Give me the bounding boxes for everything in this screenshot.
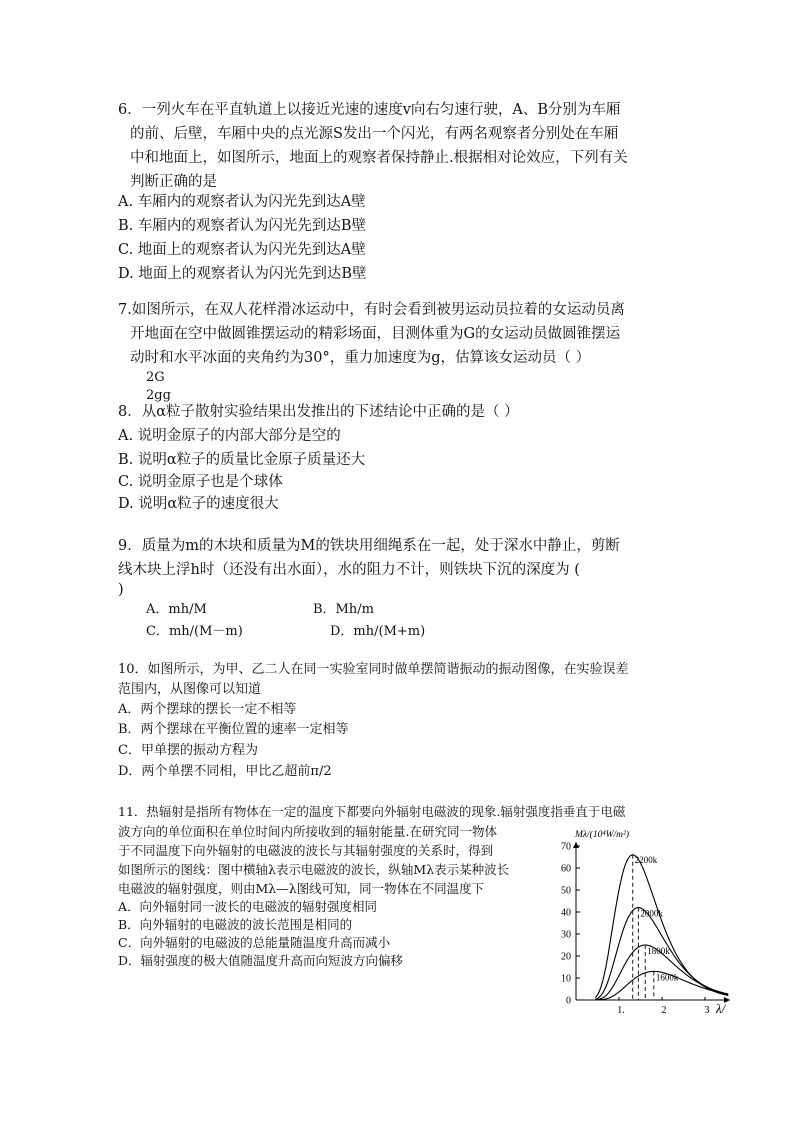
chart-y-tick-label: 40 [561,907,571,919]
q11-stem-line-4: 如图所示的图线：图中横轴λ表示电磁波的波长，纵轴Mλ表示某种波长 [118,862,510,877]
q9-stem-line-2: 线木块上浮h时（还没有出水面），水的阻力不计，则铁块下沉的深度为 ( [118,562,580,578]
q7-fragment-1: 2G [146,370,165,385]
q8-option-b: B. 说明α粒子的质量比金原子质量还大 [118,452,366,468]
q9-stem-line-1: 9．质量为m的木块和质量为M的铁块用细绳系在一起，处于深水中静止，剪断 [118,538,620,554]
q6-option-c: C. 地面上的观察者认为闪光先到达A壁 [118,242,366,258]
chart-y-tick-label: 20 [561,951,571,963]
q9-option-a: A．mh/M [146,602,207,617]
q6-option-a: A. 车厢内的观察者认为闪光先到达A壁 [118,194,366,210]
q10-option-b: B．两个摆球在平衡位置的速率一定相等 [118,722,349,737]
q11-stem-line-1: 11．热辐射是指所有物体在一定的温度下都要向外辐射电磁波的现象.辐射强度指垂直于电磁 [118,804,626,819]
q9-option-c: C．mh/(M－m) [146,624,243,639]
q11-option-b: B．向外辐射的电磁波的波长范围是相同的 [118,917,353,932]
chart-series-label-1600k: 1600k [655,972,679,983]
q9-option-b: B．Mh/m [313,602,374,617]
chart-series-label-2000k: 2000k [640,908,663,919]
q7-stem-line-1: 7.如图所示，在双人花样滑冰运动中，有时会看到被男运动员拉着的女运动员离 [118,302,625,318]
q7-fragment-2: 2gg [146,388,171,403]
chart-series-label-2200k: 2200k [634,854,658,865]
q10-stem-line-2: 范围内，从图像可以知道 [118,682,262,697]
q9-option-d: D．mh/(M+m) [330,624,426,639]
q6-stem-line-4: 判断正确的是 [130,174,217,190]
chart-x-tick-label: 1. [617,1005,625,1016]
chart-series-label-1800k: 1800k [647,946,670,956]
q11-stem-line-5: 电磁波的辐射强度，则由Mλ—λ图线可知，同一物体在不同温度下 [118,881,485,896]
q6-option-b: B. 车厢内的观察者认为闪光先到达B壁 [118,218,367,234]
q11-option-d: D．辐射强度的极大值随温度升高而向短波方向偏移 [118,953,404,968]
q10-option-c: C．甲单摆的振动方程为 [118,743,258,758]
radiation-intensity-chart [548,822,744,1032]
q6-stem-line-1: 6．一列火车在平直轨道上以接近光速的速度v向右匀速行驶，A、B分别为车厢 [118,102,621,118]
chart-y-tick-label: 50 [561,885,571,897]
q6-stem-line-2: 的前、后壁，车厢中央的点光源S发出一个闪光，有两名观察者分别处在车厢 [130,126,619,142]
chart-y-tick-label: 30 [561,929,571,941]
chart-x-tick-label: 3 [704,1005,710,1016]
chart-y-tick-label: 60 [561,863,571,875]
chart-y-tick-label: 70 [561,841,571,853]
q11-stem-line-2: 波方向的单位面积在单位时间内所接收到的辐射能量.在研究同一物体 [118,824,497,839]
q8-stem: 8．从α粒子散射实验结果出发推出的下述结论中正确的是（ ） [118,404,519,420]
chart-x-tick-label: 2 [661,1005,667,1016]
chart-ylabel: Mλ/(10⁴W/m²) [575,830,630,840]
q8-option-c: C. 说明金原子也是个球体 [118,474,283,490]
chart-y-tick-label: 10 [561,973,571,985]
q8-option-d: D. 说明α粒子的速度很大 [118,496,279,512]
q7-stem-line-3: 动时和水平冰面的夹角约为30°，重力加速度为g，估算该女运动员（ ） [130,350,591,366]
chart-xlabel: λ/ [716,1001,726,1016]
q9-stem-line-3: ) [118,582,124,598]
q11-option-c: C．向外辐射的电磁波的总能量随温度升高而减小 [118,935,391,950]
q10-option-d: D．两个单摆不同相，甲比乙超前π/2 [118,764,332,779]
q6-stem-line-3: 中和地面上，如图所示，地面上的观察者保持静止.根据相对论效应，下列有关 [130,150,628,166]
q10-stem-line-1: 10．如图所示，为甲、乙二人在同一实验室同时做单摆简谐振动的振动图像，在实验误差 [118,662,629,677]
q11-stem-line-3: 于不同温度下向外辐射的电磁波的波长与其辐射强度的关系时，得到 [118,843,494,858]
q6-option-d: D. 地面上的观察者认为闪光先到达B壁 [118,266,367,282]
q8-option-a: A. 说明金原子的内部大部分是空的 [118,428,341,444]
q10-option-a: A．两个摆球的摆长一定不相等 [118,702,297,717]
chart-y-tick-label: 0 [566,995,571,1007]
q11-option-a: A．向外辐射同一波长的电磁波的辐射强度相同 [118,899,378,914]
q7-stem-line-2: 开地面在空中做圆锥摆运动的精彩场面，目测体重为G的女运动员做圆锥摆运 [130,326,621,342]
